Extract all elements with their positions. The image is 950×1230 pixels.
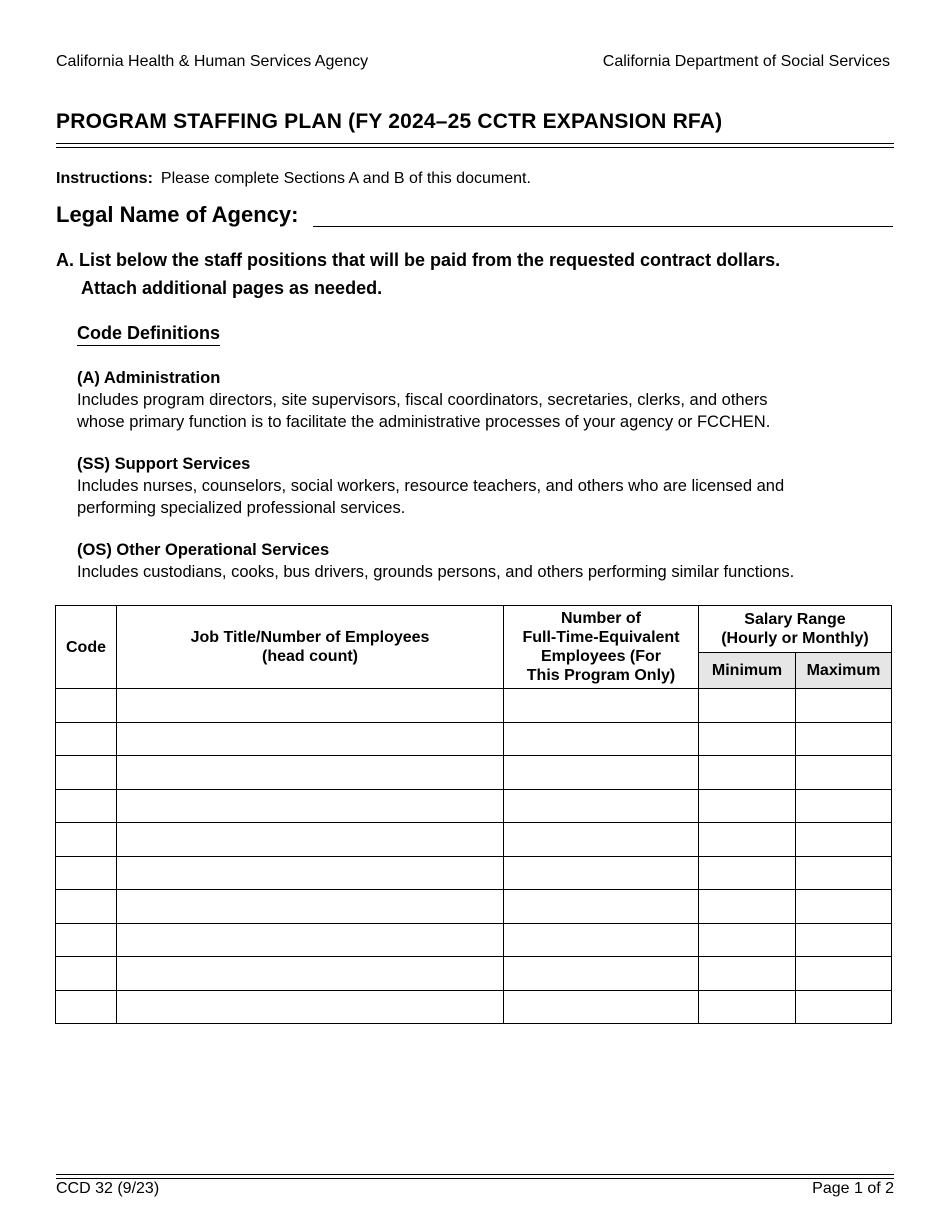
staffing-table-body <box>56 689 892 1024</box>
definition-administration <box>77 367 897 433</box>
maximum-cell[interactable] <box>796 823 892 857</box>
section-a-line1: A. List below the staff positions that will be paid from the requested contract dollars. <box>56 250 781 270</box>
definition-support-services <box>77 453 897 519</box>
code-cell[interactable] <box>56 957 117 991</box>
maximum-cell[interactable] <box>796 856 892 890</box>
table-row <box>56 957 892 991</box>
header-department: California Department of Social Services <box>602 53 890 70</box>
column-header-minimum: Minimum <box>699 653 796 689</box>
maximum-cell[interactable] <box>796 722 892 756</box>
minimum-cell[interactable] <box>699 923 796 957</box>
minimum-cell[interactable] <box>699 756 796 790</box>
table-row <box>56 923 892 957</box>
maximum-cell[interactable] <box>796 990 892 1024</box>
salary-header-line2: (Hourly or Monthly) <box>721 630 869 647</box>
fte-cell[interactable] <box>504 789 699 823</box>
minimum-cell[interactable] <box>699 990 796 1024</box>
minimum-cell[interactable] <box>699 689 796 723</box>
maximum-cell[interactable] <box>796 789 892 823</box>
table-row <box>56 856 892 890</box>
section-a-line2: Attach additional pages as needed. <box>81 278 383 298</box>
instructions <box>56 170 531 188</box>
maximum-cell[interactable] <box>796 689 892 723</box>
fte-header-line1: Number of <box>561 610 641 627</box>
table-row <box>56 689 892 723</box>
fte-cell[interactable] <box>504 856 699 890</box>
code-cell[interactable] <box>56 756 117 790</box>
column-header-maximum: Maximum <box>796 653 892 689</box>
fte-header-line3: Employees (For <box>540 648 662 665</box>
definition-other-operational <box>77 539 897 583</box>
definition-text-line1: Includes custodians, cooks, bus drivers, grounds persons, and others performing similar functions. <box>77 563 795 581</box>
minimum-cell[interactable] <box>699 823 796 857</box>
table-row <box>56 722 892 756</box>
table-row <box>56 823 892 857</box>
code-cell[interactable] <box>56 823 117 857</box>
definition-term: (A) Administration <box>77 369 221 387</box>
job-title-cell[interactable] <box>117 856 504 890</box>
legal-name-field[interactable] <box>313 226 893 227</box>
job-title-cell[interactable] <box>117 756 504 790</box>
table-row <box>56 990 892 1024</box>
footer-divider <box>56 1174 894 1179</box>
definition-text-line2: performing specialized professional services. <box>77 499 406 517</box>
job-title-cell[interactable] <box>117 923 504 957</box>
table-row <box>56 789 892 823</box>
minimum-cell[interactable] <box>699 856 796 890</box>
maximum-cell[interactable] <box>796 957 892 991</box>
table-row <box>56 890 892 924</box>
table-row <box>56 756 892 790</box>
column-header-fte <box>504 606 699 689</box>
column-header-job-title <box>117 606 504 689</box>
job-title-cell[interactable] <box>117 823 504 857</box>
column-header-salary-range <box>699 606 892 653</box>
code-cell[interactable] <box>56 689 117 723</box>
fte-header-line4: This Program Only) <box>526 667 676 684</box>
maximum-cell[interactable] <box>796 756 892 790</box>
job-title-cell[interactable] <box>117 957 504 991</box>
definition-text-line2: whose primary function is to facilitate the administrative processes of your agency or FCCHEN. <box>77 413 771 431</box>
job-title-cell[interactable] <box>117 722 504 756</box>
instructions-label: Instructions: <box>56 170 153 187</box>
minimum-cell[interactable] <box>699 789 796 823</box>
legal-name-label: Legal Name of Agency: <box>56 202 299 227</box>
fte-cell[interactable] <box>504 823 699 857</box>
staffing-table <box>55 605 892 1024</box>
definition-text-line1: Includes nurses, counselors, social workers, resource teachers, and others who are licensed and <box>77 477 785 495</box>
code-cell[interactable] <box>56 990 117 1024</box>
fte-cell[interactable] <box>504 890 699 924</box>
code-cell[interactable] <box>56 890 117 924</box>
fte-cell[interactable] <box>504 722 699 756</box>
form-number: CCD 32 (9/23) <box>56 1180 160 1197</box>
definition-text-line1: Includes program directors, site supervisors, fiscal coordinators, secretaries, clerks, and others <box>77 391 768 409</box>
maximum-cell[interactable] <box>796 923 892 957</box>
maximum-cell[interactable] <box>796 890 892 924</box>
page-number: Page 1 of 2 <box>812 1180 894 1197</box>
column-header-code: Code <box>56 606 117 689</box>
job-title-header-line1: Job Title/Number of Employees <box>190 629 430 646</box>
minimum-cell[interactable] <box>699 957 796 991</box>
definition-term: (SS) Support Services <box>77 455 251 473</box>
instructions-text: Please complete Sections A and B of this document. <box>160 170 531 187</box>
minimum-cell[interactable] <box>699 722 796 756</box>
fte-header-line2: Full-Time-Equivalent <box>522 629 680 646</box>
code-cell[interactable] <box>56 856 117 890</box>
job-title-cell[interactable] <box>117 689 504 723</box>
header-agency: California Health & Human Services Agency <box>56 53 369 70</box>
code-cell[interactable] <box>56 789 117 823</box>
definition-term: (OS) Other Operational Services <box>77 541 330 559</box>
salary-header-line1: Salary Range <box>744 611 846 628</box>
job-title-cell[interactable] <box>117 890 504 924</box>
minimum-cell[interactable] <box>699 890 796 924</box>
job-title-cell[interactable] <box>117 990 504 1024</box>
job-title-header-line2: (head count) <box>262 648 358 665</box>
page-title: PROGRAM STAFFING PLAN (FY 2024–25 CCTR EXPANSION RFA) <box>56 110 723 133</box>
fte-cell[interactable] <box>504 756 699 790</box>
title-divider <box>56 143 894 148</box>
code-definitions-heading: Code Definitions <box>77 323 220 346</box>
code-cell[interactable] <box>56 722 117 756</box>
fte-cell[interactable] <box>504 689 699 723</box>
fte-cell[interactable] <box>504 957 699 991</box>
code-cell[interactable] <box>56 923 117 957</box>
fte-cell[interactable] <box>504 990 699 1024</box>
fte-cell[interactable] <box>504 923 699 957</box>
job-title-cell[interactable] <box>117 789 504 823</box>
section-a-heading <box>56 246 780 302</box>
